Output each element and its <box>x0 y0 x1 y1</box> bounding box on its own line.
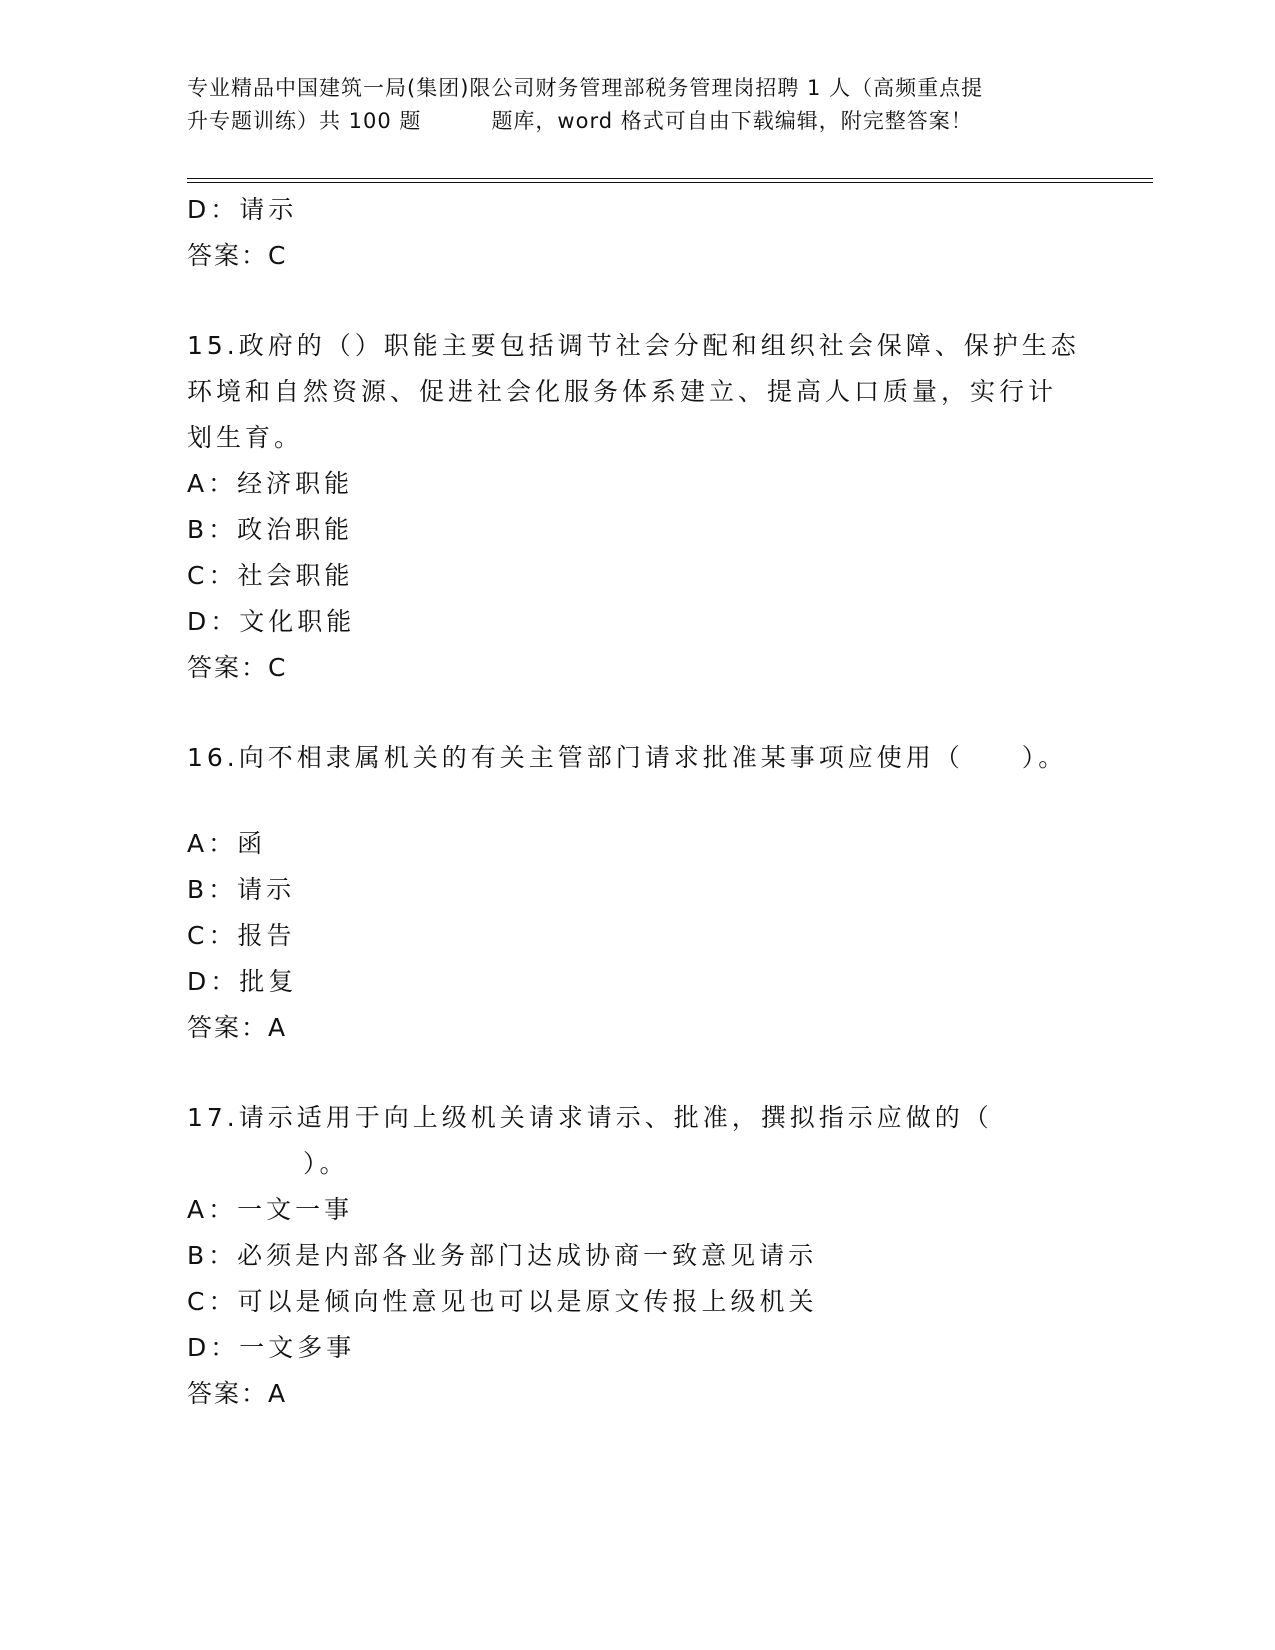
document-body <box>187 187 1087 1417</box>
question-17-option-d: D：一文多事 <box>187 1333 356 1362</box>
question-15-option-d: D：文化职能 <box>187 607 356 636</box>
question-15-line-2: 环境和自然资源、促进社会化服务体系建立、提高人口质量，实行计 <box>187 377 1058 406</box>
header-line-2-right: 题库，word 格式可自由下载编辑，附完整答案！ <box>491 109 973 133</box>
header-line-1: 专业精品中国建筑一局(集团)限公司财务管理部税务管理岗招聘 1 人（高频重点提 <box>187 76 984 100</box>
question-16-answer: 答案：A <box>187 1013 288 1042</box>
prev-option-d: D：请示 <box>187 195 298 224</box>
question-17-answer: 答案：A <box>187 1379 288 1408</box>
prev-answer: 答案：C <box>187 241 288 270</box>
question-15-answer: 答案：C <box>187 653 288 682</box>
header-rule-bottom <box>187 182 1153 183</box>
question-15-option-b: B：政治职能 <box>187 515 354 544</box>
question-16 <box>187 735 1087 1051</box>
header-rule-top <box>187 178 1153 179</box>
question-15-option-a: A：经济职能 <box>187 469 354 498</box>
question-16-option-a: A：函 <box>187 829 267 858</box>
question-17-option-b: B：必须是内部各业务部门达成协商一致意见请示 <box>187 1241 818 1270</box>
header-line-2 <box>187 105 1087 138</box>
question-15-line-1: 15.政府的（）职能主要包括调节社会分配和组织社会保障、保护生态 <box>187 331 1080 360</box>
question-17-line-2: ）。 <box>187 1149 349 1178</box>
question-17-option-a: A：一文一事 <box>187 1195 354 1224</box>
question-16-line-1: 16.向不相隶属机关的有关主管部门请求批准某事项应使用（ ）。 <box>187 743 1068 772</box>
question-17-option-c: C：可以是倾向性意见也可以是原文传报上级机关 <box>187 1287 818 1316</box>
question-17-line-1: 17.请示适用于向上级机关请求请示、批准，撰拟指示应做的（ <box>187 1103 993 1132</box>
document-header <box>187 72 1087 138</box>
question-15 <box>187 323 1087 691</box>
header-line-2-left: 升专题训练）共 100 题 <box>187 109 422 133</box>
question-15-option-c: C：社会职能 <box>187 561 354 590</box>
question-16-option-b: B：请示 <box>187 875 296 904</box>
question-16-option-c: C：报告 <box>187 921 296 950</box>
question-15-line-3: 划生育。 <box>187 423 304 452</box>
question-17 <box>187 1095 1087 1417</box>
question-16-option-d: D：批复 <box>187 967 298 996</box>
